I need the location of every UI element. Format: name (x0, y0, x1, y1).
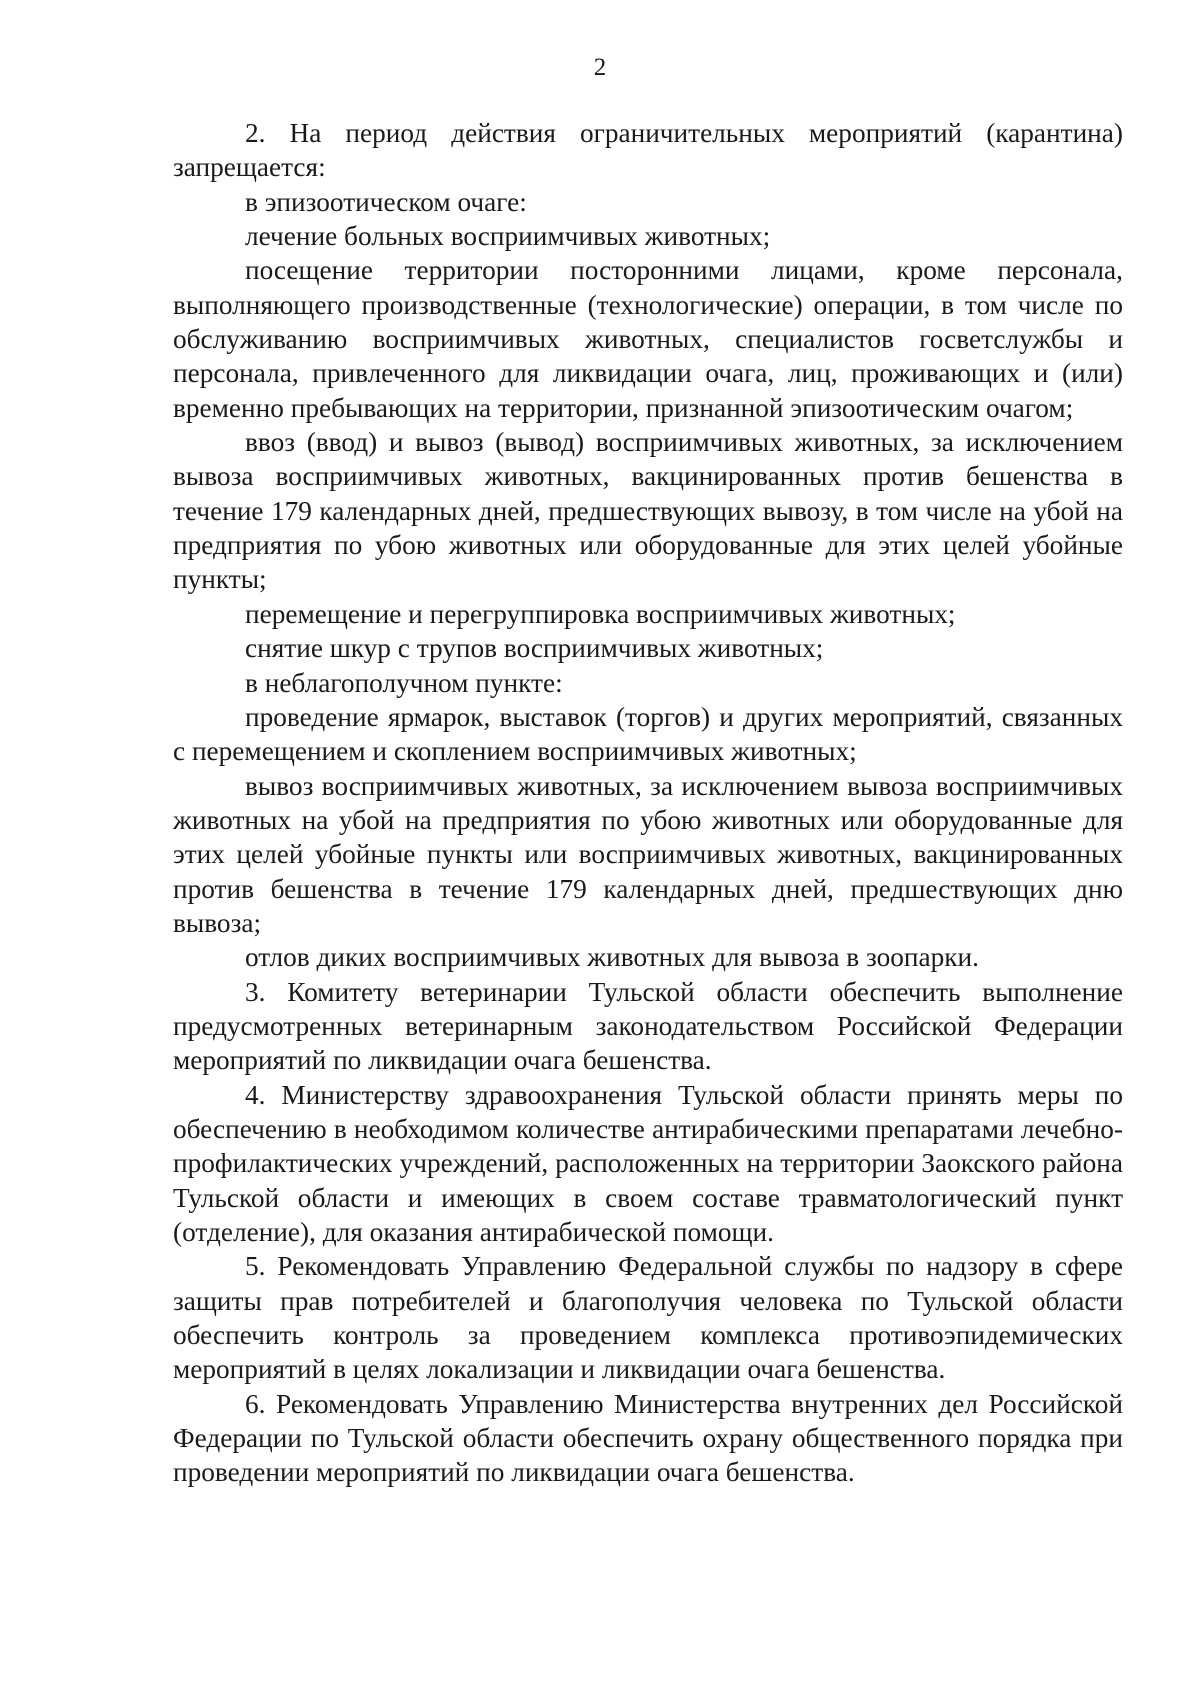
document-body (173, 116, 1123, 1490)
page-number: 2 (593, 54, 607, 81)
paragraph-4-health-ministry: 4. Министерству здравоохранения Тульской области принять меры по обеспечению в необходимом количестве антирабическими препаратами лечебно-профилактических учреждений, расположенных на территории Заокского района Тульской области и имеющих в своем составе травматологический пункт (отделение), для оказания антирабической помощи. (173, 1079, 1123, 1247)
paragraph-trapping-ban: отлов диких восприимчивых животных для вывоза в зоопарки. (245, 942, 979, 973)
paragraph-unfavorable-point-heading: в неблагополучном пункте: (245, 667, 563, 698)
paragraph-movement-ban: перемещение и перегруппировка восприимчивых животных; (245, 598, 956, 629)
paragraph-2-intro: 2. На период действия ограничительных мероприятий (карантина) запрещается: (173, 118, 1123, 183)
paragraph-skinning-ban: снятие шкур с трупов восприимчивых животных; (245, 633, 824, 664)
paragraph-visit-ban: посещение территории посторонними лицами, кроме персонала, выполняющего производственные (технологические) операции, в том числе по обслуживанию восприимчивых животных, специалистов госветслужбы и персонала, привлеченного для ликвидации очага, лиц, проживающих и (или) временно пребывающих на территории, признанной эпизоотическим очагом; (173, 255, 1123, 423)
paragraph-fairs-ban: проведение ярмарок, выставок (торгов) и других мероприятий, связанных с перемещением и скоплением восприимчивых животных; (173, 701, 1123, 767)
paragraph-5-rospotrebnadzor: 5. Рекомендовать Управлению Федеральной службы по надзору в сфере защиты прав потребителей и благополучия человека по Тульской области обеспечить контроль за проведением комплекса противоэпидемических мероприятий в целях локализации и ликвидации очага бешенства. (173, 1251, 1123, 1385)
paragraph-export-ban: вывоз восприимчивых животных, за исключением вывоза восприимчивых животных на убой на предприятия по убою животных или оборудованные для этих целей убойные пункты или восприимчивых животных, вакцинированных против бешенства в течение 179 календарных дней, предшествующих дню вывоза; (173, 770, 1123, 938)
paragraph-epizootic-focus-heading: в эпизоотическом очаге: (245, 186, 527, 217)
paragraph-3-veterinary-committee: 3. Комитету ветеринарии Тульской области обеспечить выполнение предусмотренных ветеринарным законодательством Российской Федерации мероприятий по ликвидации очага бешенства. (173, 976, 1123, 1076)
paragraph-6-interior-ministry: 6. Рекомендовать Управлению Министерства внутренних дел Российской Федерации по Тульской области обеспечить охрану общественного порядка при проведении мероприятий по ликвидации очага бешенства. (173, 1388, 1123, 1488)
paragraph-import-export-ban: ввоз (ввод) и вывоз (вывод) восприимчивых животных, за исключением вывоза восприимчивых животных, вакцинированных против бешенства в течение 179 календарных дней, предшествующих вывозу, в том числе на убой на предприятия по убою животных или оборудованные для этих целей убойные пункты; (173, 427, 1123, 595)
paragraph-treatment-ban: лечение больных восприимчивых животных; (245, 221, 771, 252)
